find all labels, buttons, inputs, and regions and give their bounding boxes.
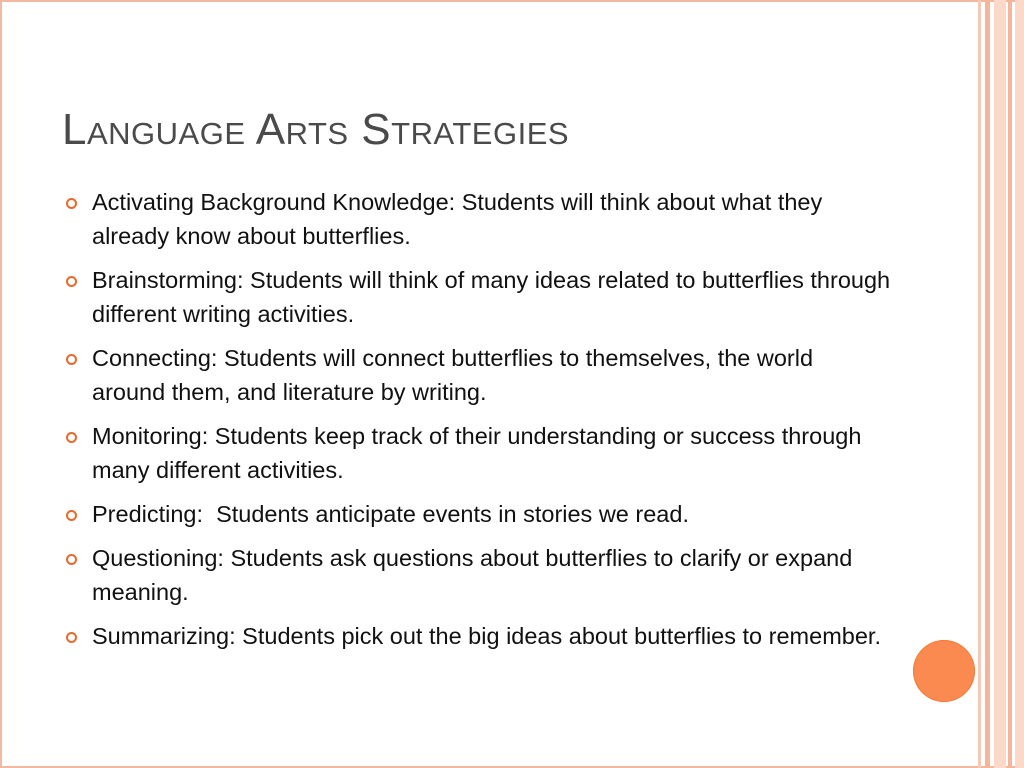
bullet-item	[62, 263, 897, 331]
bullet-text: Connecting: Students will connect butterflies to themselves, the world around them, and literature by writing.	[92, 345, 820, 405]
bullet-circle-icon	[66, 554, 77, 565]
bullet-text: Activating Background Knowledge: Students will think about what they already know about butterflies.	[92, 189, 829, 249]
bullet-item	[62, 419, 892, 487]
bullet-text: Predicting: Students anticipate events in stories we read.	[92, 501, 689, 527]
decorative-stripe	[1008, 0, 1012, 768]
bullet-item	[62, 497, 892, 531]
bullet-item	[62, 341, 892, 409]
bullet-text: Monitoring: Students keep track of their understanding or success through many different activities.	[92, 423, 868, 483]
bullet-text: Questioning: Students ask questions about butterflies to clarify or expand meaning.	[92, 545, 859, 605]
bullet-circle-icon	[66, 354, 77, 365]
bullet-circle-icon	[66, 276, 77, 287]
decorative-stripe	[985, 0, 990, 768]
frame-border-top	[0, 0, 1024, 2]
bullet-circle-icon	[66, 510, 77, 521]
decorative-stripe	[1015, 0, 1024, 768]
bullet-item	[62, 619, 892, 653]
decorative-stripe	[994, 0, 1006, 768]
bullet-circle-icon	[66, 432, 77, 443]
slide-title: Language Arts Strategies	[62, 105, 570, 154]
decorative-stripe	[978, 0, 981, 768]
bullet-item	[62, 541, 892, 609]
bullet-list	[62, 185, 897, 663]
bullet-text: Brainstorming: Students will think of many ideas related to butterflies through different writing activities.	[92, 267, 897, 327]
bullet-circle-icon	[66, 632, 77, 643]
bullet-text: Summarizing: Students pick out the big ideas about butterflies to remember.	[92, 623, 881, 649]
bullet-item	[62, 185, 892, 253]
frame-border-left	[0, 0, 2, 768]
bullet-circle-icon	[66, 198, 77, 209]
decorative-orange-circle	[913, 640, 975, 702]
